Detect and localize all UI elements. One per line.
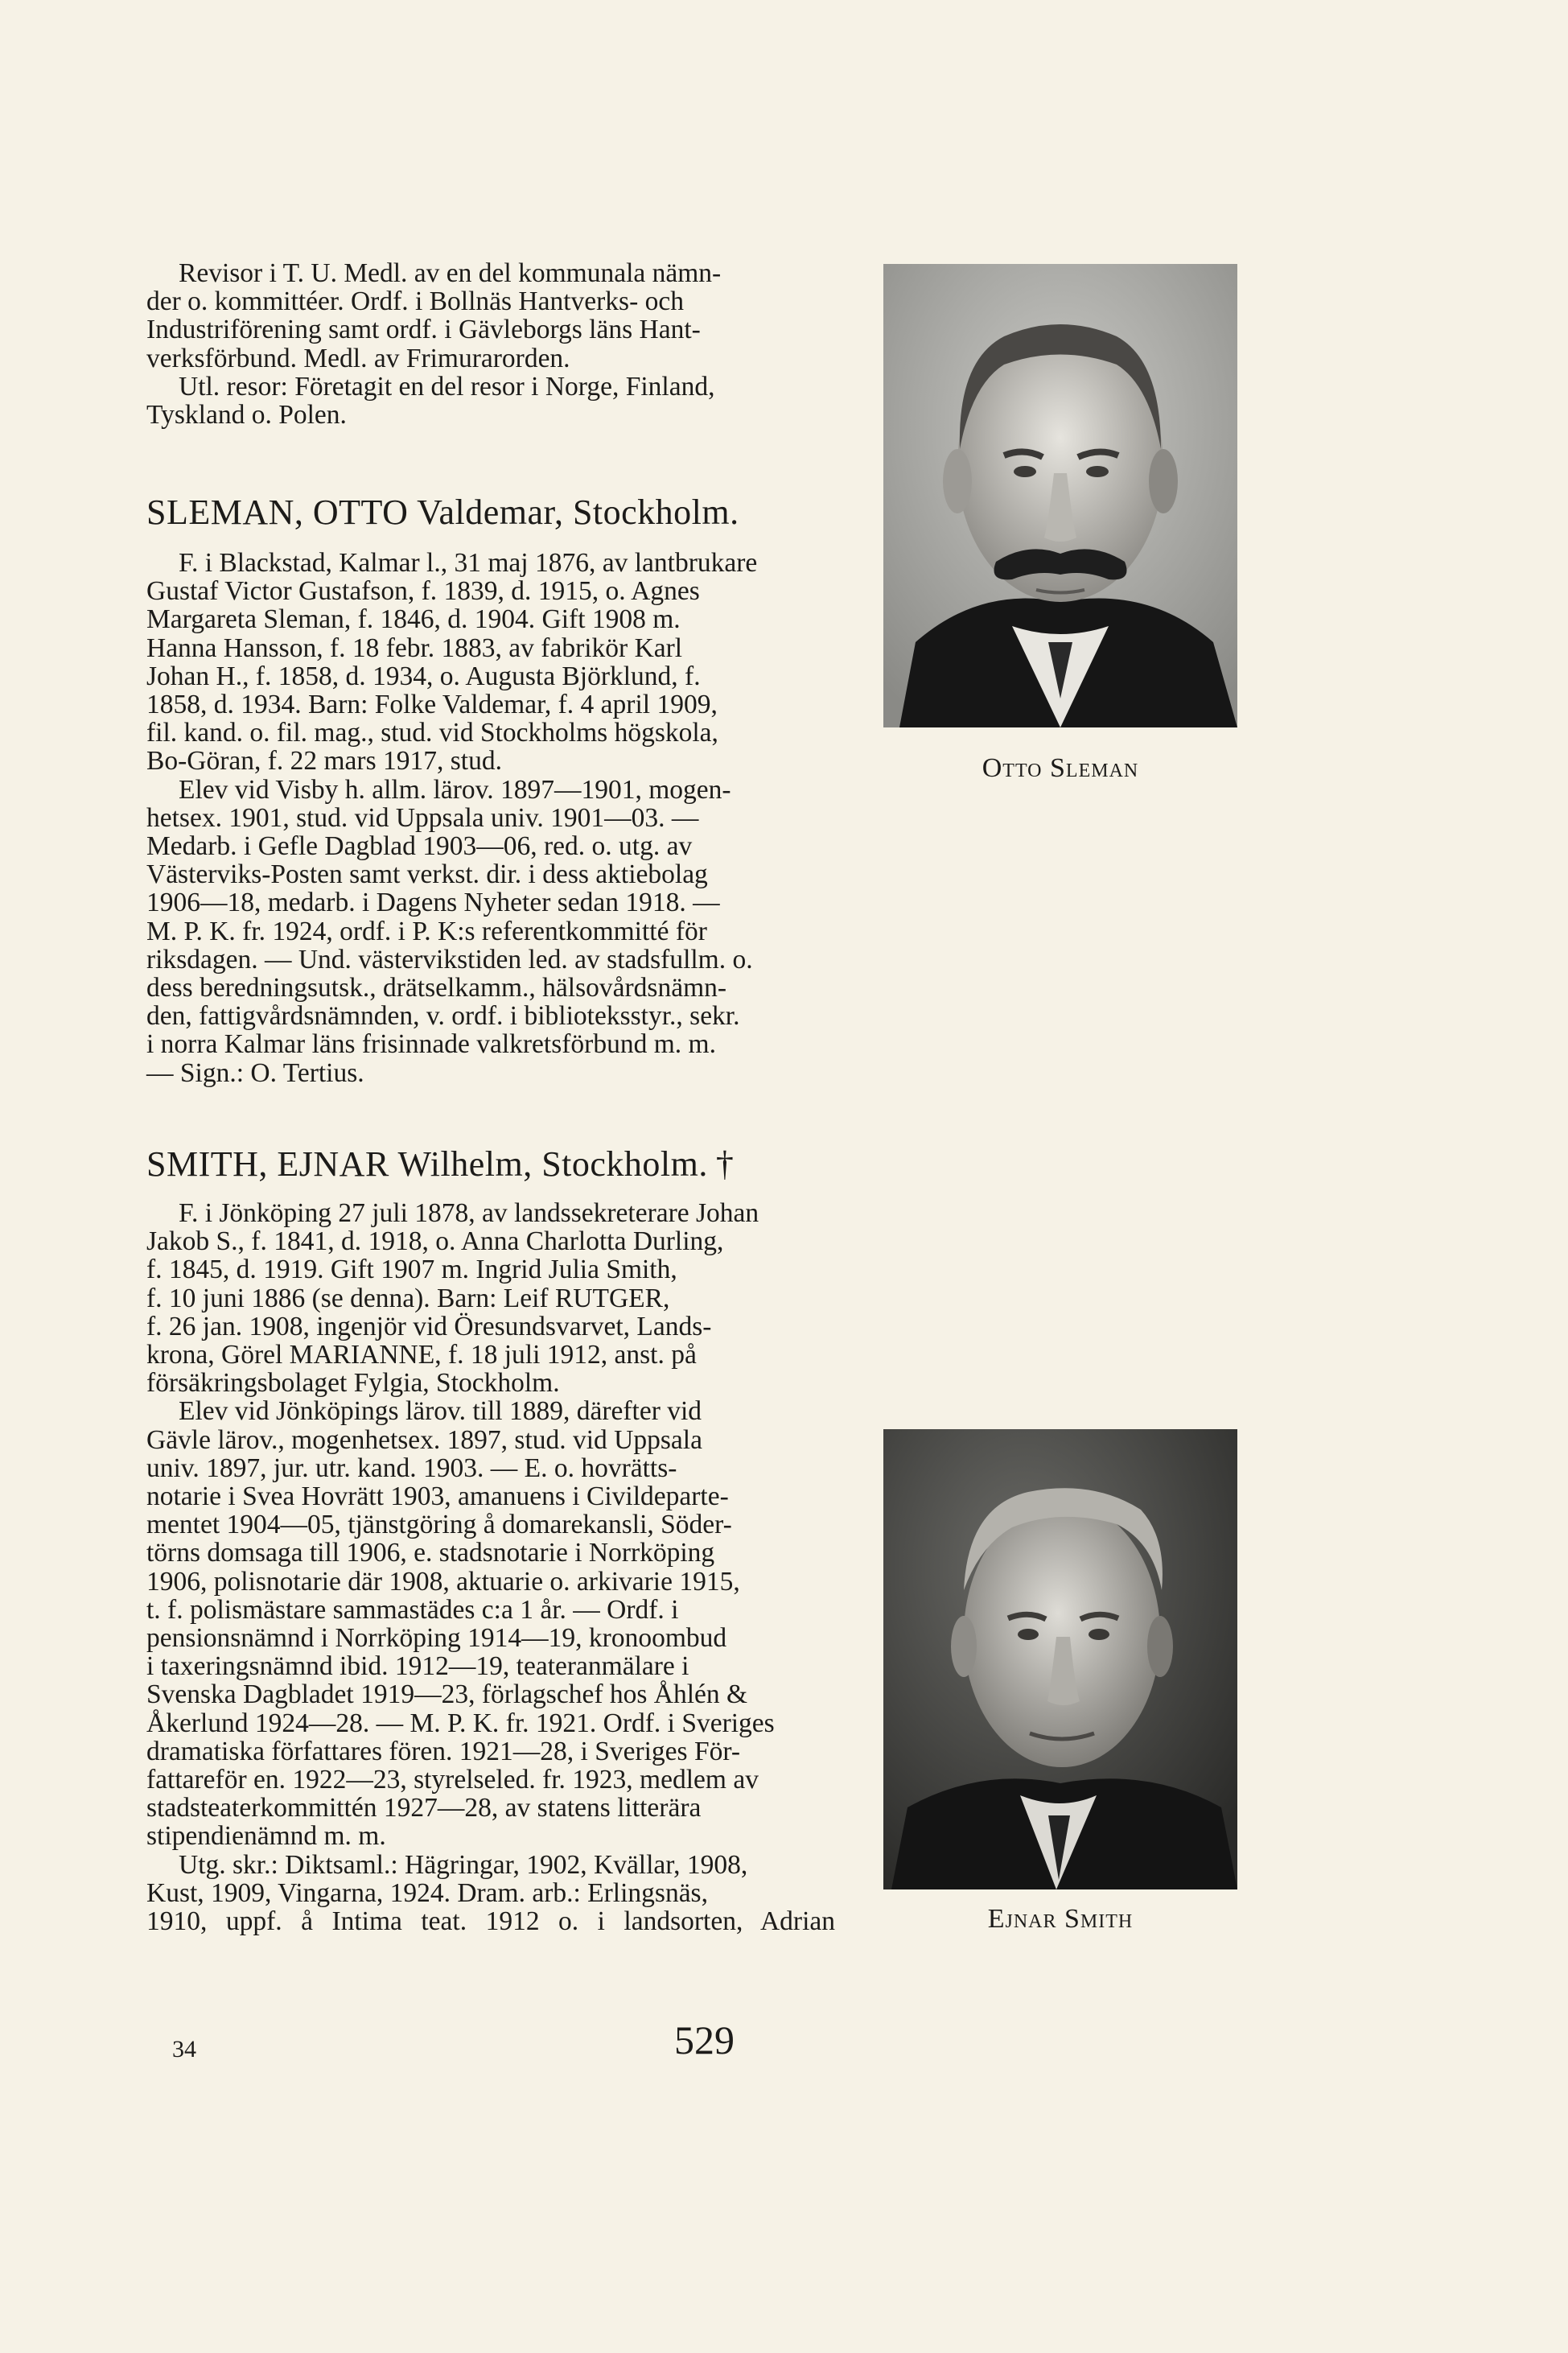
portrait-caption-sleman — [883, 753, 1237, 784]
caption-first-name: Ejnar — [987, 1904, 1057, 1934]
text-line: mentet 1904—05, tjänstgöring å domarekansli, Söder- — [146, 1510, 732, 1540]
text-line: — Sign.: O. Tertius. — [146, 1057, 364, 1088]
text-line: 1906, polisnotarie där 1908, aktuarie o. arkivarie 1915, — [146, 1566, 740, 1597]
previous-entry-continuation — [146, 259, 835, 429]
portrait-caption-smith — [883, 1904, 1237, 1935]
text-line: Elev vid Visby h. allm. lärov. 1897—1901, mogen- — [179, 774, 731, 805]
entry-body-sleman — [146, 549, 835, 1087]
entry-body-smith — [146, 1199, 835, 1935]
text-line: f. 26 jan. 1908, ingenjör vid Öresundsvarvet, Lands- — [146, 1311, 712, 1341]
text-line: Margareta Sleman, f. 1846, d. 1904. Gift 1908 m. — [146, 604, 681, 635]
text-line: fattareför en. 1922—23, styrelseled. fr. 1923, medlem av — [146, 1765, 759, 1795]
caption-last-name: Smith — [1064, 1904, 1134, 1934]
text-line: t. f. polismästare sammastädes c:a 1 år. — Ordf. i — [146, 1594, 679, 1625]
portrait-photo-smith — [883, 1429, 1237, 1889]
text-line: dramatiska författares fören. 1921—28, i Sveriges För- — [146, 1736, 740, 1766]
text-line: 1858, d. 1934. Barn: Folke Valdemar, f. 4 april 1909, — [146, 690, 718, 720]
text-line: Johan H., f. 1858, d. 1934, o. Augusta Björklund, f. — [146, 661, 701, 691]
text-line: f. 10 juni 1886 (se denna). Barn: Leif RUTGER, — [146, 1283, 670, 1313]
text-line: Utg. skr.: Diktsaml.: Hägringar, 1902, Kvällar, 1908, — [179, 1849, 748, 1880]
text-line: 1906—18, medarb. i Dagens Nyheter sedan 1918. — — [146, 888, 720, 918]
text-line: F. i Blackstad, Kalmar l., 31 maj 1876, av lantbrukare — [179, 548, 758, 578]
text-line: Medarb. i Gefle Dagblad 1903—06, red. o. utg. av — [146, 831, 693, 862]
caption-last-name: Sleman — [1050, 753, 1139, 783]
text-line: Gävle lärov., mogenhetsex. 1897, stud. vid Uppsala — [146, 1424, 702, 1455]
text-line: krona, Görel MARIANNE, f. 18 juli 1912, anst. på — [146, 1340, 697, 1370]
entry-heading-smith-text: SMITH, EJNAR Wilhelm, Stockholm. — [146, 1144, 708, 1184]
text-line: Bo-Göran, f. 22 mars 1917, stud. — [146, 746, 502, 777]
text-line: Tyskland o. Polen. — [146, 400, 347, 431]
text-line: Elev vid Jönköpings lärov. till 1889, därefter vid — [179, 1396, 702, 1427]
page-number: 529 — [674, 2017, 735, 2062]
text-line: f. 1845, d. 1919. Gift 1907 m. Ingrid Julia Smith, — [146, 1255, 677, 1285]
caption-first-name: Otto — [982, 753, 1043, 783]
text-line: pensionsnämnd i Norrköping 1914—19, kronoombud — [146, 1623, 727, 1654]
text-line: univ. 1897, jur. utr. kand. 1903. — E. o. hovrätts- — [146, 1453, 677, 1483]
text-line: stadsteaterkommittén 1927—28, av statens litterära — [146, 1793, 702, 1823]
text-line: F. i Jönköping 27 juli 1878, av landssekreterare Johan — [179, 1198, 759, 1228]
printer-signature-mark: 34 — [172, 2036, 196, 2062]
text-line: 1910, uppf. å Intima teat. 1912 o. i landsorten, Adrian — [146, 1906, 835, 1937]
text-line: Svenska Dagbladet 1919—23, förlagschef hos Åhlén & — [146, 1679, 748, 1710]
entry-heading-smith — [146, 1144, 734, 1185]
entry-heading-sleman: SLEMAN, OTTO Valdemar, Stockholm. — [146, 492, 739, 532]
text-line: verksförbund. Medl. av Frimurarorden. — [146, 343, 570, 373]
text-line: Hanna Hansson, f. 18 febr. 1883, av fabrikör Karl — [146, 633, 683, 663]
text-line: notarie i Svea Hovrätt 1903, amanuens i Civildeparte- — [146, 1481, 729, 1512]
text-line: Gustaf Victor Gustafson, f. 1839, d. 1915, o. Agnes — [146, 576, 700, 607]
portrait-smith-image — [883, 1429, 1237, 1889]
text-line: Västerviks-Posten samt verkst. dir. i dess aktiebolag — [146, 859, 708, 890]
text-line: Åkerlund 1924—28. — M. P. K. fr. 1921. Ordf. i Sveriges — [146, 1708, 775, 1738]
text-line: försäkringsbolaget Fylgia, Stockholm. — [146, 1368, 560, 1399]
text-line: M. P. K. fr. 1924, ordf. i P. K:s referentkommitté för — [146, 916, 707, 946]
text-line: Kust, 1909, Vingarna, 1924. Dram. arb.: Erlingsnäs, — [146, 1877, 708, 1908]
text-line: dess beredningsutsk., drätselkamm., hälsovårdsnämn- — [146, 973, 727, 1003]
text-line: der o. kommittéer. Ordf. i Bollnäs Hantverks- och — [146, 286, 684, 317]
deceased-dagger-mark: † — [715, 1144, 735, 1184]
text-line: hetsex. 1901, stud. vid Uppsala univ. 1901—03. — — [146, 802, 699, 833]
text-line: Industriförening samt ordf. i Gävleborgs läns Hant- — [146, 315, 701, 345]
text-line: fil. kand. o. fil. mag., stud. vid Stockholms högskola, — [146, 718, 718, 748]
text-line: Utl. resor: Företagit en del resor i Norge, Finland, — [179, 371, 715, 402]
text-line: Revisor i T. U. Medl. av en del kommunala nämn- — [179, 258, 722, 288]
text-line: i taxeringsnämnd ibid. 1912—19, teateranmälare i — [146, 1651, 689, 1682]
text-line: Jakob S., f. 1841, d. 1918, o. Anna Charlotta Durling, — [146, 1226, 724, 1257]
portrait-photo-sleman — [883, 264, 1237, 727]
text-line: riksdagen. — Und. västervikstiden led. av stadsfullm. o. — [146, 944, 753, 975]
text-line: stipendienämnd m. m. — [146, 1821, 386, 1852]
text-line: i norra Kalmar läns frisinnade valkretsförbund m. m. — [146, 1029, 716, 1060]
portrait-sleman-image — [883, 264, 1237, 727]
text-line: törns domsaga till 1906, e. stadsnotarie i Norrköping — [146, 1538, 715, 1568]
text-line: den, fattigvårdsnämnden, v. ordf. i biblioteksstyr., sekr. — [146, 1001, 740, 1032]
